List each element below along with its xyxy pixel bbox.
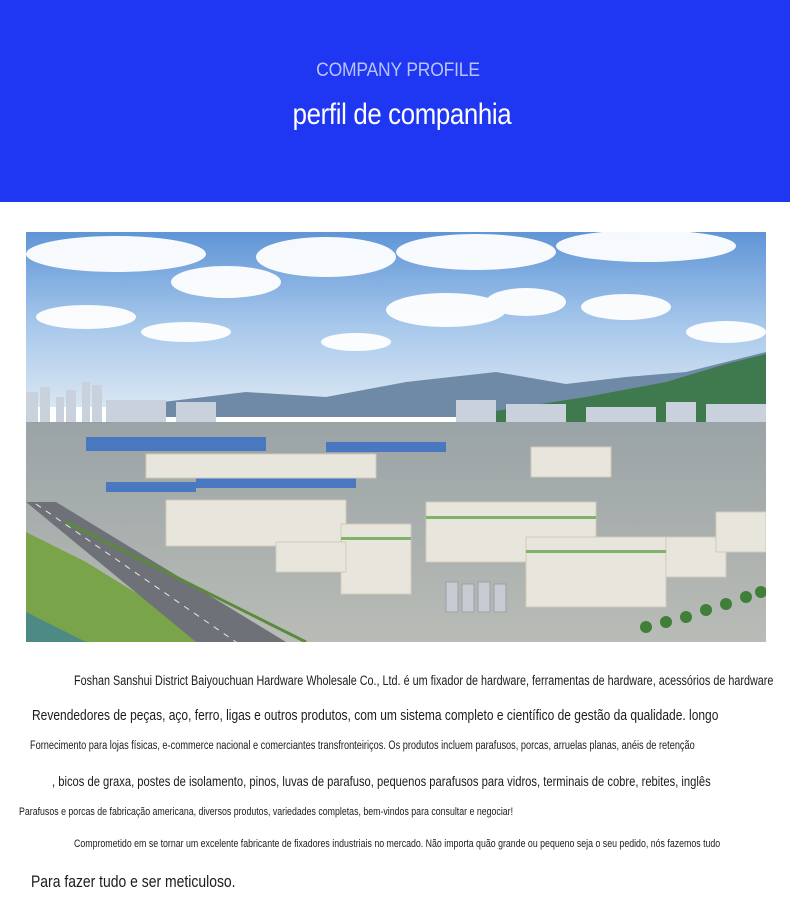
banner-kicker: COMPANY PROFILE <box>316 60 480 81</box>
description-line-1: Foshan Sanshui District Baiyouchuan Hardware Wholesale Co., Ltd. é um fixador de hardware, ferramentas de hardware, acessórios de hardware <box>74 673 774 688</box>
industrial-park-photo <box>26 232 766 642</box>
banner-title: perfil de companhia <box>292 98 512 131</box>
description-line-5: Parafusos e porcas de fabricação americana, diversos produtos, variedades completas, bem-vindos para consultar e negociar! <box>19 806 514 818</box>
description-line-6: Comprometido em se tornar um excelente fabricante de fixadores industriais no mercado. Não importa quão grande ou pequeno seja o seu pedido, nós fazemos tudo <box>74 838 721 850</box>
profile-banner <box>0 0 790 202</box>
description-line-7: Para fazer tudo e ser meticuloso. <box>31 872 236 891</box>
description-line-4: , bicos de graxa, postes de isolamento, pinos, luvas de parafuso, pequenos parafusos para vidros, terminais de cobre, rebites, inglês <box>52 773 711 789</box>
description-line-3: Fornecimento para lojas físicas, e-commerce nacional e comerciantes transfronteiriços. Os produtos incluem parafusos, porcas, arruelas planas, anéis de retenção <box>30 740 695 752</box>
description-line-2: Revendedores de peças, aço, ferro, ligas e outros produtos, com um sistema completo e científico de gestão da qualidade. longo <box>32 707 719 724</box>
description-block <box>0 660 790 900</box>
